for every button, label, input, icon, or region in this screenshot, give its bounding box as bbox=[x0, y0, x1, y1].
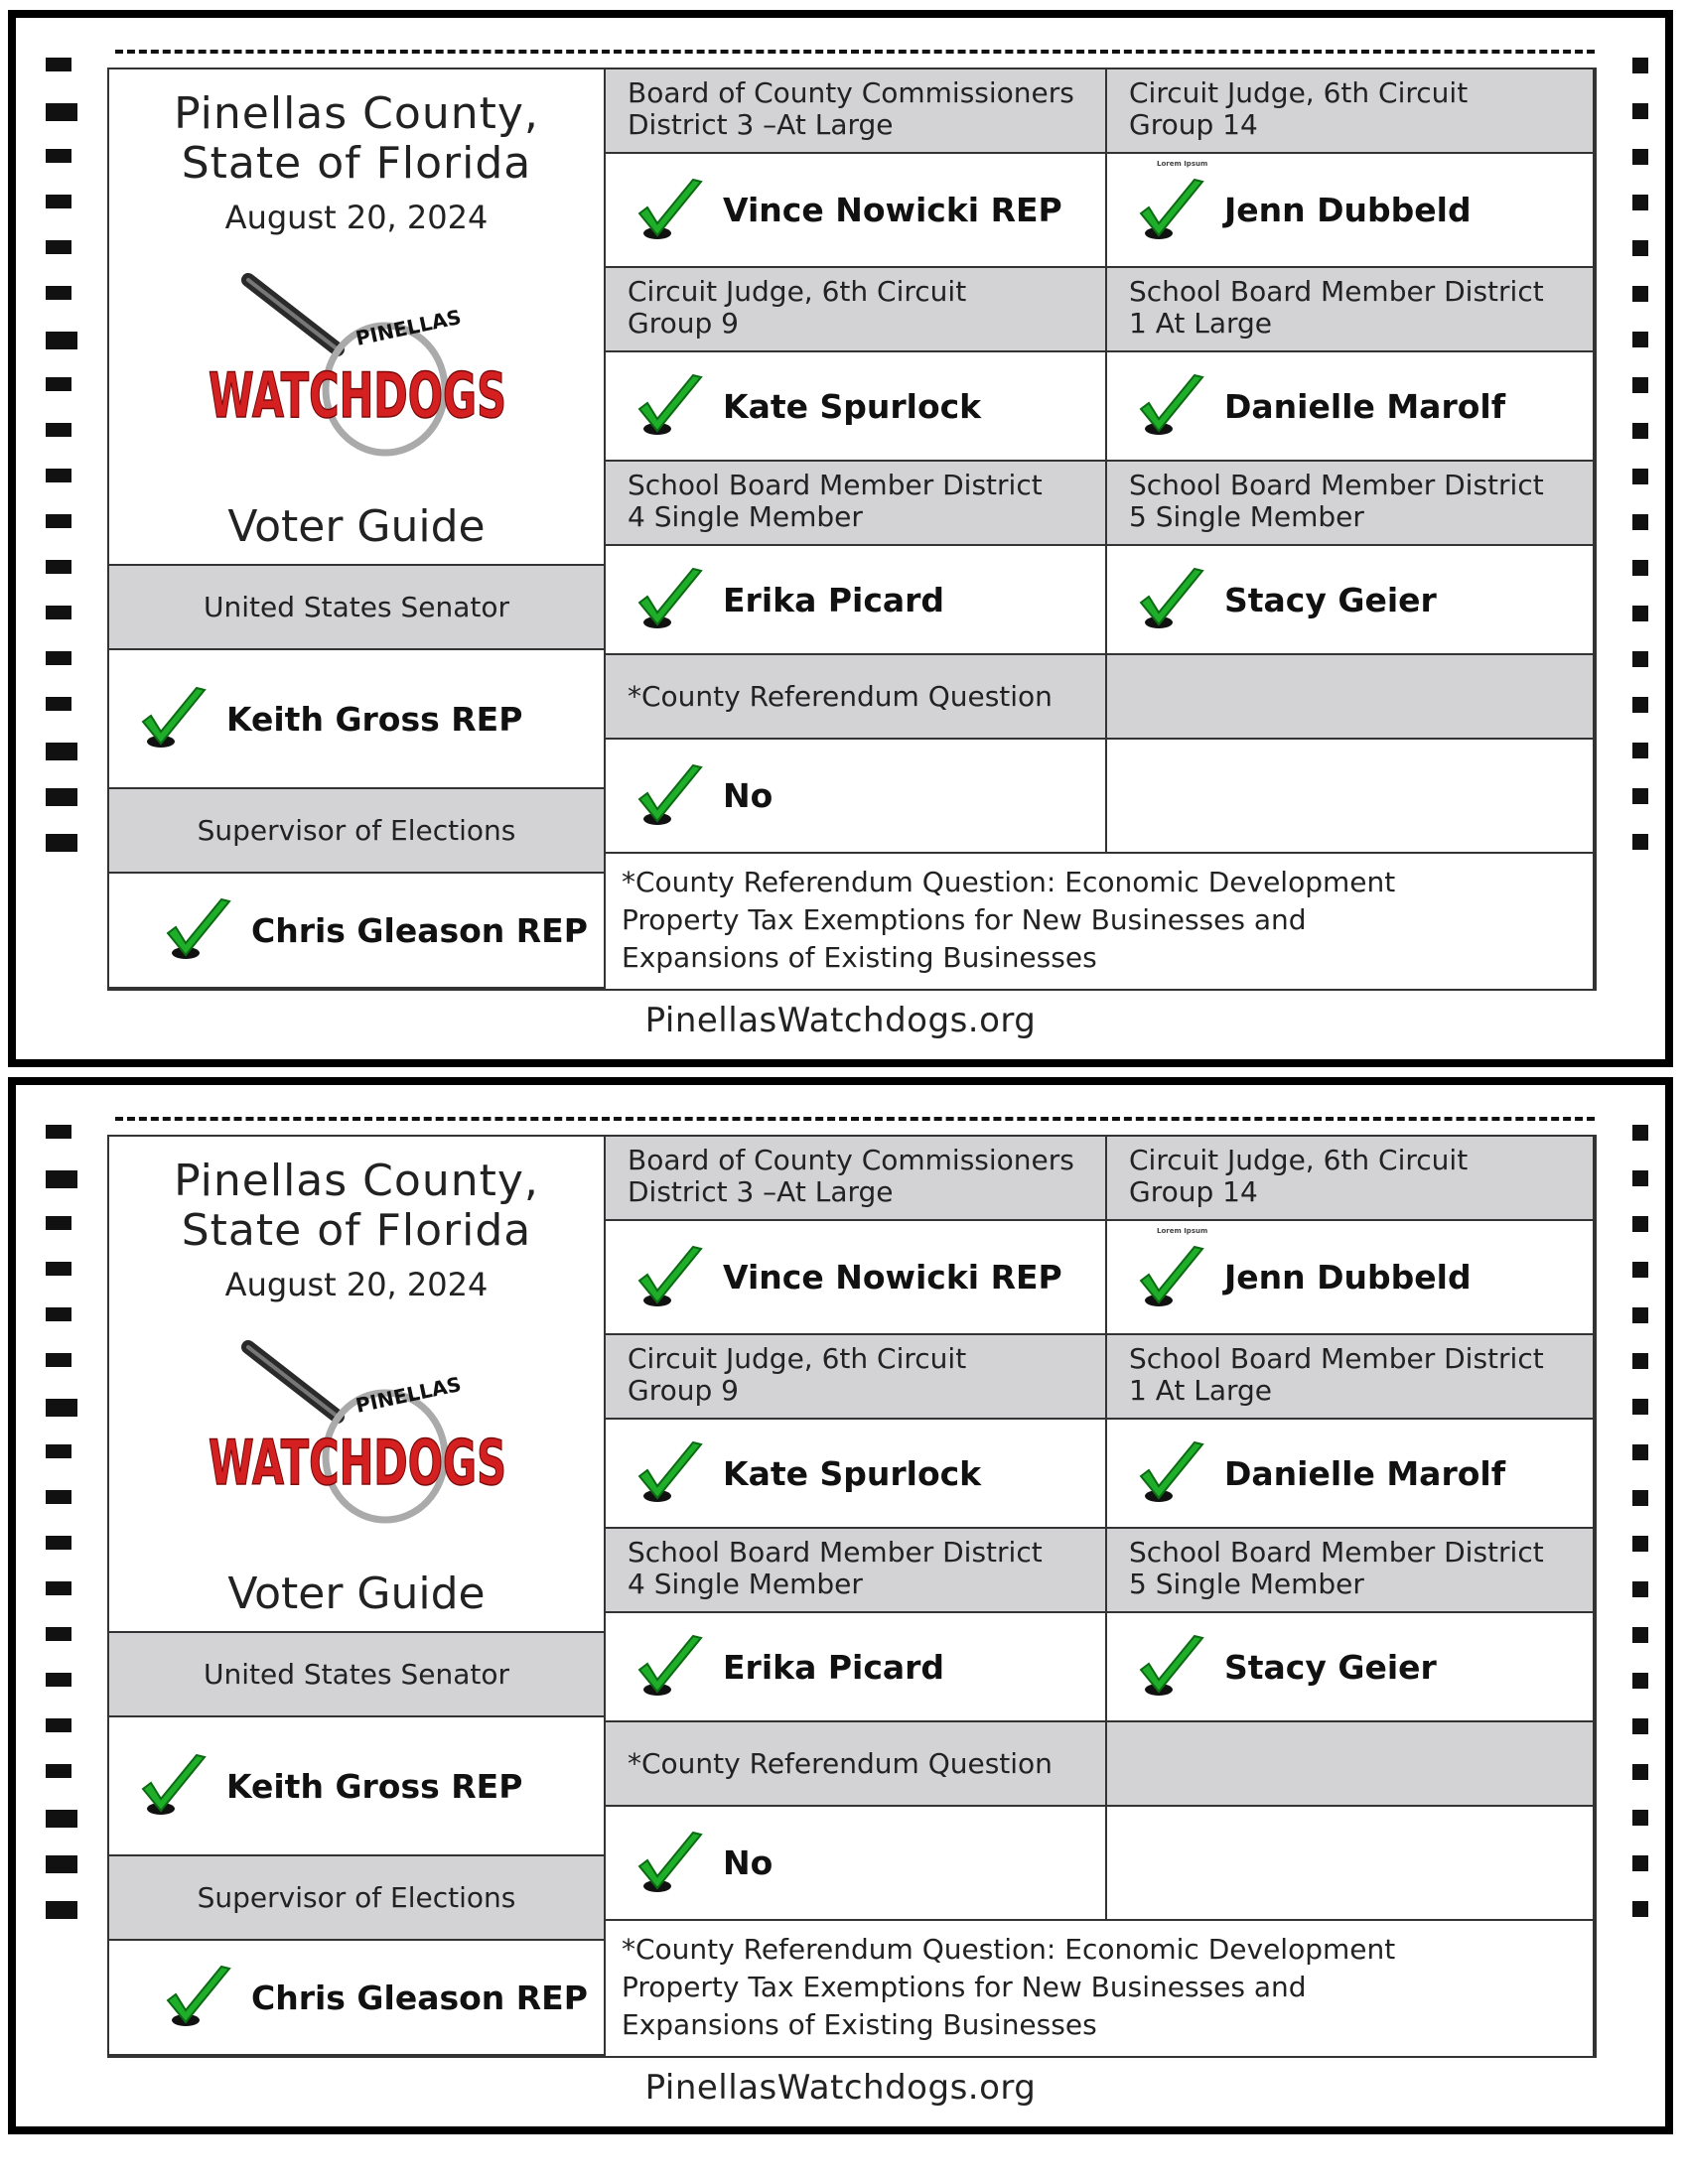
timing-mark bbox=[1632, 1444, 1648, 1460]
timing-mark bbox=[1632, 560, 1648, 576]
school-board-d1-choice: Danielle Marolf bbox=[1107, 1420, 1595, 1529]
timing-mark bbox=[1632, 240, 1648, 256]
empty-choice-cell bbox=[1107, 1807, 1595, 1921]
timing-mark bbox=[46, 651, 71, 665]
timing-mark bbox=[46, 195, 71, 208]
timing-mark bbox=[1632, 1536, 1648, 1552]
checkmark-icon bbox=[635, 1440, 705, 1506]
svg-text:PINELLAS: PINELLAS bbox=[353, 304, 464, 350]
checkmark-icon bbox=[1137, 1440, 1206, 1506]
title-panel bbox=[109, 1137, 606, 1633]
timing-mark bbox=[46, 788, 77, 806]
timing-mark bbox=[1632, 1627, 1648, 1643]
timing-mark bbox=[46, 1581, 71, 1595]
timing-mark bbox=[46, 423, 71, 437]
empty-header-cell bbox=[1107, 655, 1595, 740]
lorem-ipsum-text: Lorem Ipsum bbox=[1157, 160, 1208, 168]
school-board-d1-choice: Danielle Marolf bbox=[1107, 352, 1595, 462]
timing-mark bbox=[1632, 1581, 1648, 1597]
timing-mark bbox=[46, 1307, 71, 1321]
timing-mark bbox=[46, 560, 71, 574]
voter-guide-card bbox=[8, 10, 1673, 1067]
school-board-d5-choice: Stacy Geier bbox=[1107, 546, 1595, 655]
voter-guide-card bbox=[8, 1077, 1673, 2134]
timing-marks-right bbox=[1632, 1125, 1650, 2098]
checkmark-icon bbox=[139, 686, 209, 751]
school-board-d5-header: School Board Member District 5 Single Member bbox=[1107, 462, 1595, 546]
timing-mark bbox=[46, 1764, 71, 1778]
timing-mark bbox=[46, 606, 71, 619]
board-commissioners-choice: Vince Nowicki REP bbox=[606, 1221, 1107, 1335]
board-commissioners-header: Board of County Commissioners District 3 –At Large bbox=[606, 69, 1107, 154]
checkmark-icon bbox=[1137, 373, 1206, 439]
timing-mark bbox=[46, 1399, 77, 1417]
timing-mark bbox=[46, 1536, 71, 1550]
election-date: August 20, 2024 bbox=[224, 1266, 489, 1303]
timing-mark bbox=[46, 240, 71, 254]
senator-header: United States Senator bbox=[109, 1633, 606, 1717]
checkmark-icon bbox=[635, 1831, 705, 1896]
timing-mark bbox=[1632, 286, 1648, 302]
school-board-d4-choice: Erika Picard bbox=[606, 1613, 1107, 1722]
timing-mark bbox=[1632, 1673, 1648, 1689]
referendum-header: *County Referendum Question bbox=[606, 655, 1107, 740]
timing-mark bbox=[46, 834, 77, 852]
timing-mark bbox=[1632, 743, 1648, 758]
empty-header-cell bbox=[1107, 1722, 1595, 1807]
timing-mark bbox=[1632, 1718, 1648, 1734]
website-footer: PinellasWatchdogs.org bbox=[644, 2068, 1037, 2108]
timing-marks-left bbox=[46, 58, 75, 1030]
timing-mark bbox=[1632, 1307, 1648, 1323]
timing-mark bbox=[1632, 103, 1648, 119]
judge-group14-header: Circuit Judge, 6th Circuit Group 14 bbox=[1107, 69, 1595, 154]
checkmark-icon bbox=[635, 178, 705, 243]
timing-mark bbox=[1632, 1764, 1648, 1780]
timing-mark bbox=[1632, 1170, 1648, 1186]
svg-text:WATCHDOGS: WATCHDOGS bbox=[209, 1427, 506, 1499]
timing-mark bbox=[46, 1490, 71, 1504]
school-board-d4-choice: Erika Picard bbox=[606, 546, 1107, 655]
timing-mark bbox=[46, 1673, 71, 1687]
checkmark-icon bbox=[635, 763, 705, 829]
timing-mark bbox=[46, 377, 71, 391]
timing-mark bbox=[1632, 788, 1648, 804]
timing-mark bbox=[1632, 1855, 1648, 1871]
timing-mark bbox=[1632, 423, 1648, 439]
timing-mark bbox=[1632, 697, 1648, 713]
timing-mark bbox=[46, 1170, 77, 1188]
timing-mark bbox=[1632, 195, 1648, 210]
ballot-grid bbox=[107, 1135, 1597, 2058]
senator-header: United States Senator bbox=[109, 566, 606, 650]
supervisor-choice: Chris Gleason REP bbox=[109, 1941, 606, 2056]
checkmark-icon bbox=[635, 1245, 705, 1310]
timing-mark bbox=[46, 1627, 71, 1641]
timing-mark bbox=[46, 469, 71, 482]
empty-choice-cell bbox=[1107, 740, 1595, 854]
school-board-d5-choice: Stacy Geier bbox=[1107, 1613, 1595, 1722]
timing-marks-right bbox=[1632, 58, 1650, 1030]
timing-mark bbox=[46, 103, 77, 121]
school-board-d4-header: School Board Member District 4 Single Member bbox=[606, 462, 1107, 546]
referendum-header: *County Referendum Question bbox=[606, 1722, 1107, 1807]
checkmark-icon bbox=[1137, 178, 1206, 243]
svg-text:WATCHDOGS: WATCHDOGS bbox=[209, 359, 506, 432]
timing-mark bbox=[46, 1125, 71, 1139]
website-footer: PinellasWatchdogs.org bbox=[644, 1001, 1037, 1040]
timing-mark bbox=[46, 1855, 77, 1873]
checkmark-icon bbox=[164, 1965, 233, 2030]
checkmark-icon bbox=[635, 1634, 705, 1700]
checkmark-icon bbox=[1137, 567, 1206, 632]
timing-mark bbox=[1632, 149, 1648, 165]
timing-mark bbox=[46, 697, 71, 711]
school-board-d1-header: School Board Member District 1 At Large bbox=[1107, 268, 1595, 352]
timing-mark bbox=[1632, 1399, 1648, 1415]
timing-mark bbox=[1632, 1810, 1648, 1826]
timing-mark bbox=[46, 1353, 71, 1367]
timing-mark bbox=[46, 1718, 71, 1732]
svg-text:PINELLAS: PINELLAS bbox=[353, 1371, 464, 1418]
checkmark-icon bbox=[164, 897, 233, 963]
timing-mark bbox=[1632, 1353, 1648, 1369]
checkmark-icon bbox=[635, 567, 705, 632]
timing-marks-left bbox=[46, 1125, 75, 2098]
supervisor-header: Supervisor of Elections bbox=[109, 1856, 606, 1941]
judge-group14-choice: Lorem Ipsum Jenn Dubbeld bbox=[1107, 1221, 1595, 1335]
timing-mark bbox=[46, 58, 71, 71]
timing-mark bbox=[1632, 332, 1648, 347]
magnifying-glass-logo-icon bbox=[209, 1335, 516, 1534]
referendum-choice: No bbox=[606, 1807, 1107, 1921]
timing-mark bbox=[1632, 1901, 1648, 1917]
checkmark-icon bbox=[139, 1753, 209, 1819]
election-date: August 20, 2024 bbox=[224, 199, 489, 236]
timing-mark bbox=[1632, 469, 1648, 484]
timing-mark bbox=[46, 1901, 77, 1919]
senator-choice: Keith Gross REP bbox=[109, 650, 606, 789]
timing-mark bbox=[1632, 58, 1648, 73]
judge-group9-header: Circuit Judge, 6th Circuit Group 9 bbox=[606, 1335, 1107, 1420]
timing-mark bbox=[1632, 1262, 1648, 1278]
perforation-dashes bbox=[115, 1117, 1595, 1121]
timing-mark bbox=[1632, 1216, 1648, 1232]
timing-mark bbox=[46, 1810, 77, 1828]
timing-mark bbox=[1632, 606, 1648, 621]
judge-group9-choice: Kate Spurlock bbox=[606, 352, 1107, 462]
county-title: Pinellas County, State of Florida bbox=[174, 88, 539, 189]
board-commissioners-header: Board of County Commissioners District 3 –At Large bbox=[606, 1137, 1107, 1221]
checkmark-icon bbox=[635, 373, 705, 439]
timing-mark bbox=[46, 1216, 71, 1230]
checkmark-icon bbox=[1137, 1245, 1206, 1310]
timing-mark bbox=[46, 1444, 71, 1458]
timing-mark bbox=[46, 1262, 71, 1276]
timing-mark bbox=[1632, 651, 1648, 667]
voter-guide-label: Voter Guide bbox=[227, 501, 486, 552]
magnifying-glass-logo-icon bbox=[209, 268, 516, 467]
senator-choice: Keith Gross REP bbox=[109, 1717, 606, 1856]
timing-mark bbox=[46, 743, 77, 760]
voter-guide-label: Voter Guide bbox=[227, 1569, 486, 1619]
timing-mark bbox=[1632, 1125, 1648, 1141]
timing-mark bbox=[1632, 834, 1648, 850]
judge-group14-header: Circuit Judge, 6th Circuit Group 14 bbox=[1107, 1137, 1595, 1221]
referendum-choice: No bbox=[606, 740, 1107, 854]
referendum-note: *County Referendum Question: Economic Development Property Tax Exemptions for New Businesses and Expansions of Existing Businesses bbox=[606, 854, 1595, 989]
referendum-note: *County Referendum Question: Economic Development Property Tax Exemptions for New Businesses and Expansions of Existing Businesses bbox=[606, 1921, 1595, 2056]
title-panel bbox=[109, 69, 606, 566]
timing-mark bbox=[1632, 514, 1648, 530]
judge-group9-choice: Kate Spurlock bbox=[606, 1420, 1107, 1529]
checkmark-icon bbox=[1137, 1634, 1206, 1700]
judge-group9-header: Circuit Judge, 6th Circuit Group 9 bbox=[606, 268, 1107, 352]
timing-mark bbox=[46, 514, 71, 528]
timing-mark bbox=[46, 149, 71, 163]
school-board-d5-header: School Board Member District 5 Single Member bbox=[1107, 1529, 1595, 1613]
school-board-d1-header: School Board Member District 1 At Large bbox=[1107, 1335, 1595, 1420]
judge-group14-choice: Lorem Ipsum Jenn Dubbeld bbox=[1107, 154, 1595, 268]
supervisor-header: Supervisor of Elections bbox=[109, 789, 606, 874]
timing-mark bbox=[1632, 1490, 1648, 1506]
perforation-dashes bbox=[115, 50, 1595, 54]
county-title: Pinellas County, State of Florida bbox=[174, 1156, 539, 1256]
school-board-d4-header: School Board Member District 4 Single Member bbox=[606, 1529, 1107, 1613]
timing-mark bbox=[1632, 377, 1648, 393]
ballot-grid bbox=[107, 68, 1597, 991]
timing-mark bbox=[46, 286, 71, 300]
lorem-ipsum-text: Lorem Ipsum bbox=[1157, 1227, 1208, 1235]
timing-mark bbox=[46, 332, 77, 349]
supervisor-choice: Chris Gleason REP bbox=[109, 874, 606, 989]
board-commissioners-choice: Vince Nowicki REP bbox=[606, 154, 1107, 268]
